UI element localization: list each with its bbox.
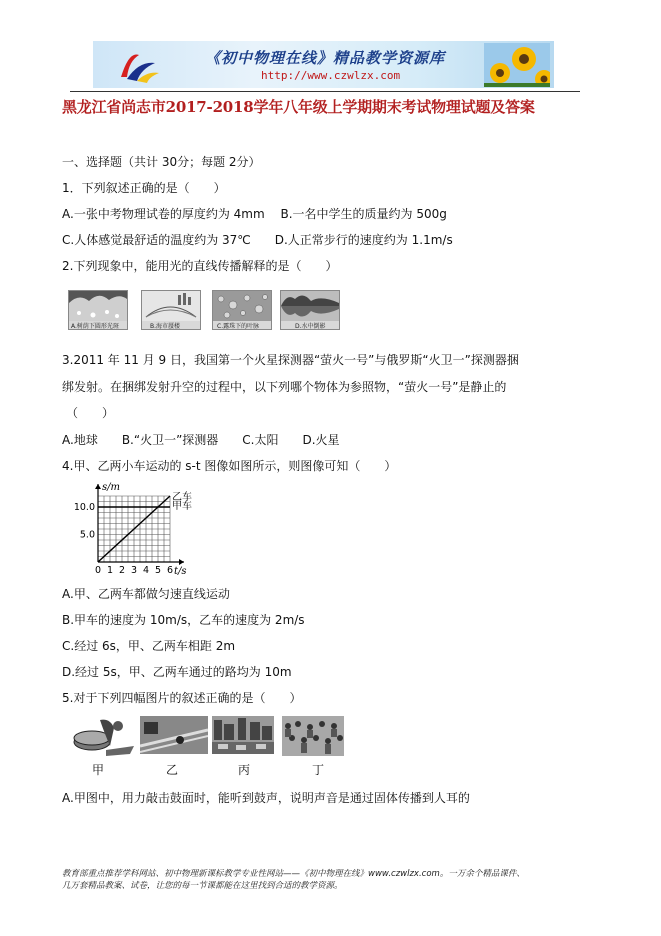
- section-heading: 一、选择题（共计 30分；每题 2分）: [62, 155, 261, 169]
- question-5-label-jia: 甲: [92, 763, 105, 777]
- question-4-option-b: B.甲车的速度为 10m/s，乙车的速度为 2m/s: [62, 613, 305, 627]
- question-3-line-2: 绑发射。在捆绑发射升空的过程中，以下列哪个物体为参照物，“萤火一号”是静止的: [62, 380, 507, 394]
- question-2-image-b: [141, 290, 201, 330]
- city-traffic-picture: [212, 716, 274, 754]
- dewdrop-icon: [213, 291, 271, 321]
- reflection-icon: [281, 291, 339, 321]
- question-2-image-d: [280, 290, 340, 330]
- x-tick-label: 0: [95, 565, 102, 576]
- question-4-option-c: C.经过 6s，甲、乙两车相距 2m: [62, 639, 236, 653]
- question-5-option-a: A.甲图中，用力敲击鼓面时，能听到鼓声，说明声音是通过固体传播到人耳的: [62, 791, 470, 805]
- mirage-icon: [142, 291, 200, 321]
- question-1-stem: 1．下列叙述正确的是（ ）: [62, 181, 226, 195]
- tree-shade-icon: [69, 291, 127, 321]
- question-2-caption-a: A.树荫下圆形光斑: [71, 323, 119, 330]
- question-3-line-1: 3.2011 年 11 月 9 日，我国第一个火星探测器“萤火一号”与俄罗斯“火卫一”探测器捆: [62, 353, 519, 367]
- x-tick-label: 2: [119, 565, 126, 576]
- y-axis-arrow: [95, 484, 101, 489]
- question-5-label-bing: 丙: [238, 763, 251, 777]
- question-1-options-ab: A.一张中考物理试卷的厚度约为 4mm B.一名中学生的质量约为 500g: [62, 207, 447, 221]
- x-tick-label: 1: [107, 565, 114, 576]
- question-4-option-d: D.经过 5s，甲、乙两车通过的路均为 10m: [62, 665, 292, 679]
- header-banner: [93, 41, 554, 88]
- question-3-options: A.地球 B.“火卫一”探测器 C.太阳 D.火星: [62, 433, 340, 447]
- banner-title: 《初中物理在线》精品教学资源库: [205, 49, 446, 67]
- question-5-stem: 5.对于下列四幅图片的叙述正确的是（ ）: [62, 691, 302, 705]
- series-label-0: 乙车: [172, 492, 192, 503]
- question-5-label-yi: 乙: [166, 763, 179, 777]
- x-tick-label: 6: [167, 565, 174, 576]
- sunflower-icon: [484, 43, 550, 87]
- question-4-option-a: A.甲、乙两车都做匀速直线运动: [62, 587, 230, 601]
- crowd-picture: [282, 716, 344, 756]
- question-4-stem: 4.甲、乙两小车运动的 s-t 图像如图所示，则图像可知（ ）: [62, 459, 397, 473]
- question-3-line-3: （ ）: [66, 406, 115, 420]
- question-5-label-ding: 丁: [312, 763, 325, 777]
- question-2-stem: 2.下列现象中，能用光的直线传播解释的是（ ）: [62, 259, 338, 273]
- question-1-options-cd: C.人体感觉最舒适的温度约为 37℃ D.人正常步行的速度约为 1.1m/s: [62, 233, 453, 247]
- x-axis-label: t/s: [174, 566, 187, 577]
- x-axis-arrow: [179, 559, 184, 565]
- y-tick-label: 10.0: [73, 502, 95, 513]
- drum-picture: [70, 716, 140, 758]
- x-tick-label: 3: [131, 565, 138, 576]
- header-divider: [70, 91, 580, 92]
- site-logo-icon: [115, 47, 161, 83]
- x-tick-label: 4: [143, 565, 150, 576]
- document-title: 黑龙江省尚志市2017-2018学年八年级上学期期末考试物理试题及答案: [62, 98, 535, 116]
- series-label-1: 甲车: [172, 501, 192, 512]
- question-2-image-a: [68, 290, 128, 330]
- question-2-caption-b: B.海市蜃楼: [150, 323, 181, 330]
- x-tick-label: 5: [155, 565, 162, 576]
- st-graph-chart: [68, 480, 208, 580]
- question-2-image-c: [212, 290, 272, 330]
- footer-line-2: 几万套精品教案、试卷，让您的每一节课都能在这里找到合适的教学资源。: [62, 881, 343, 891]
- question-2-caption-d: D.水中倒影: [295, 323, 326, 330]
- y-axis-label: s/m: [102, 482, 120, 493]
- banner-url[interactable]: http://www.czwlzx.com: [261, 69, 401, 82]
- footer-line-1: 教育部重点推荐学科网站、初中物理新课标教学专业性网站——《初中物理在线》www.czwlzx.com。一万余个精品课件、: [62, 869, 525, 879]
- y-tick-label: 5.0: [79, 529, 95, 541]
- train-rail-picture: [140, 716, 208, 754]
- question-2-caption-c: C.露珠下的叶脉: [217, 323, 260, 330]
